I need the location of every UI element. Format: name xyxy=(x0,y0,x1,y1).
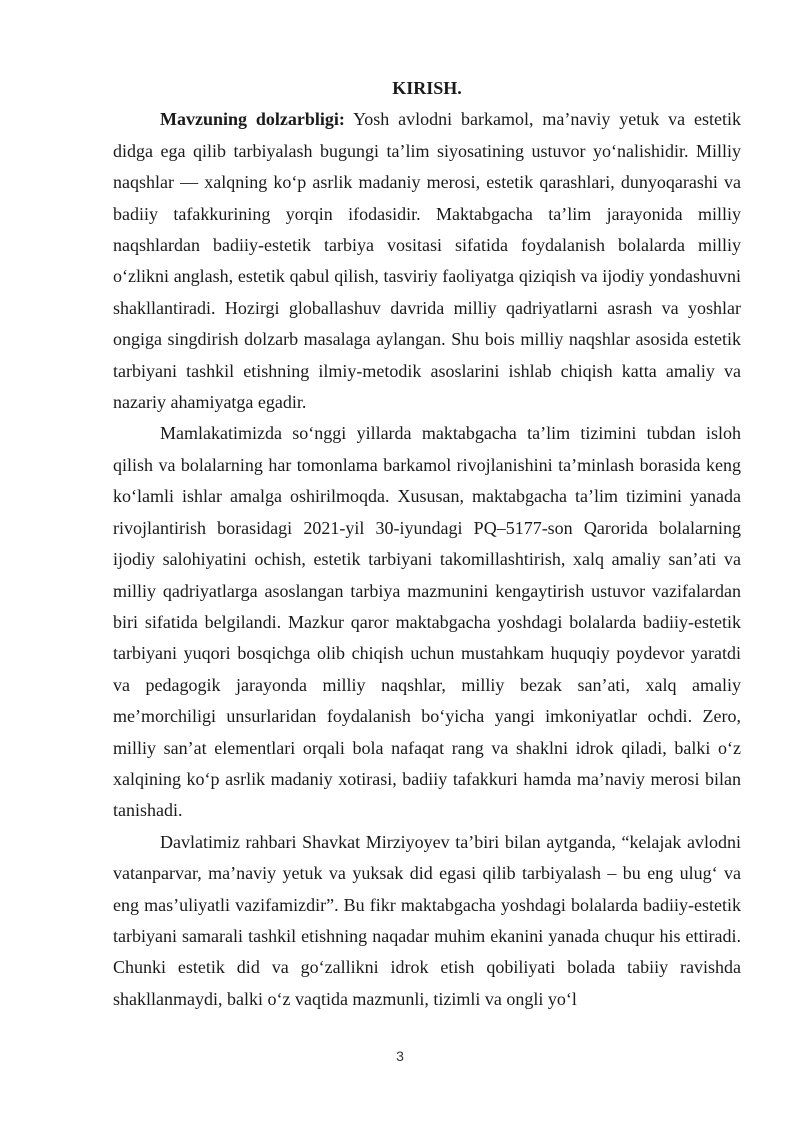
paragraph-reforms xyxy=(113,418,741,826)
paragraph-text: Mamlakatimizda so‘nggi yillarda maktabgacha ta’lim tizimini tubdan isloh qilish va bolalarning har tomonlama barkamol rivojlanishini ta’minlash borasida keng ko‘lamli ishlar amalga oshirilmoqda. Xususan, maktabgacha ta’lim tizimini yanada rivojlantirish borasidagi 2021-yil 30-iyundagi PQ–5177-son Qarorida bolalarning ijodiy salohiyatini ochish, estetik tarbiyani takomillashtirish, xalq amaliy san’ati va milliy qadriyatlarga asoslangan tarbiya mazmunini kengaytirish ustuvor vazifalardan biri sifatida belgilandi. Mazkur qaror maktabgacha yoshdagi bolalarda badiiy-estetik tarbiyani yuqori bosqichga olib chiqish uchun mustahkam huquqiy poydevor yaratdi va pedagogik jarayonda milliy naqshlar, milliy bezak san’ati, xalq amaliy me’morchiligi unsurlaridan foydalanish bo‘yicha yangi imkoniyatlar ochdi. Zero, milliy san’at elementlari orqali bola nafaqat rang va shaklni idrok qiladi, balki o‘z xalqining ko‘p asrlik madaniy xotirasi, badiiy tafakkuri hamda ma’naviy merosi bilan tanishadi. xyxy=(113,423,741,821)
paragraph-quote xyxy=(113,827,741,1015)
paragraph-text: Yosh avlodni barkamol, ma’naviy yetuk va estetik didga ega qilib tarbiyalash bugungi ta’lim siyosatining ustuvor yo‘nalishidir. Milliy naqshlar — xalqning ko‘p asrlik madaniy merosi, estetik qarashlari, dunyoqarashi va badiiy tafakkurining yorqin ifodasidir. Maktabgacha ta’lim jarayonida milliy naqshlardan badiiy-estetik tarbiya vositasi sifatida foydalanish bolalarda milliy o‘zlikni anglash, estetik qabul qilish, tasviriy faoliyatga qiziqish va ijodiy yondashuvni shakllantiradi. Hozirgi globallashuv davrida milliy qadriyatlarni asrash va yoshlar ongiga singdirish dolzarb masalaga aylangan. Shu bois milliy naqshlar asosida estetik tarbiyani tashkil etishning ilmiy-metodik asoslarini ishlab chiqish katta amaliy va nazariy ahamiyatga egadir. xyxy=(113,109,741,413)
page-title: KIRISH. xyxy=(392,78,462,98)
page-number: 3 xyxy=(396,1048,404,1064)
page-content xyxy=(113,73,741,1015)
paragraph-relevance xyxy=(113,104,741,418)
paragraph-lead: Mavzuning dolzarbligi: xyxy=(160,109,345,130)
paragraph-text: Davlatimiz rahbari Shavkat Mirziyoyev ta’biri bilan aytganda, “kelajak avlodni vatanparvar, ma’naviy yetuk va yuksak did egasi qilib tarbiyalash – bu eng ulug‘ va eng mas’uliyatli vazifamizdir”. Bu fikr maktabgacha yoshdagi bolalarda badiiy-estetik tarbiyani samarali tashkil etishning naqadar muhim ekanini yanada chuqur his ettiradi. Chunki estetik did va go‘zallikni idrok etish qobiliyati bolada tabiiy ravishda shakllanmaydi, balki o‘z vaqtida mazmunli, tizimli va ongli yo‘l xyxy=(113,831,741,1009)
